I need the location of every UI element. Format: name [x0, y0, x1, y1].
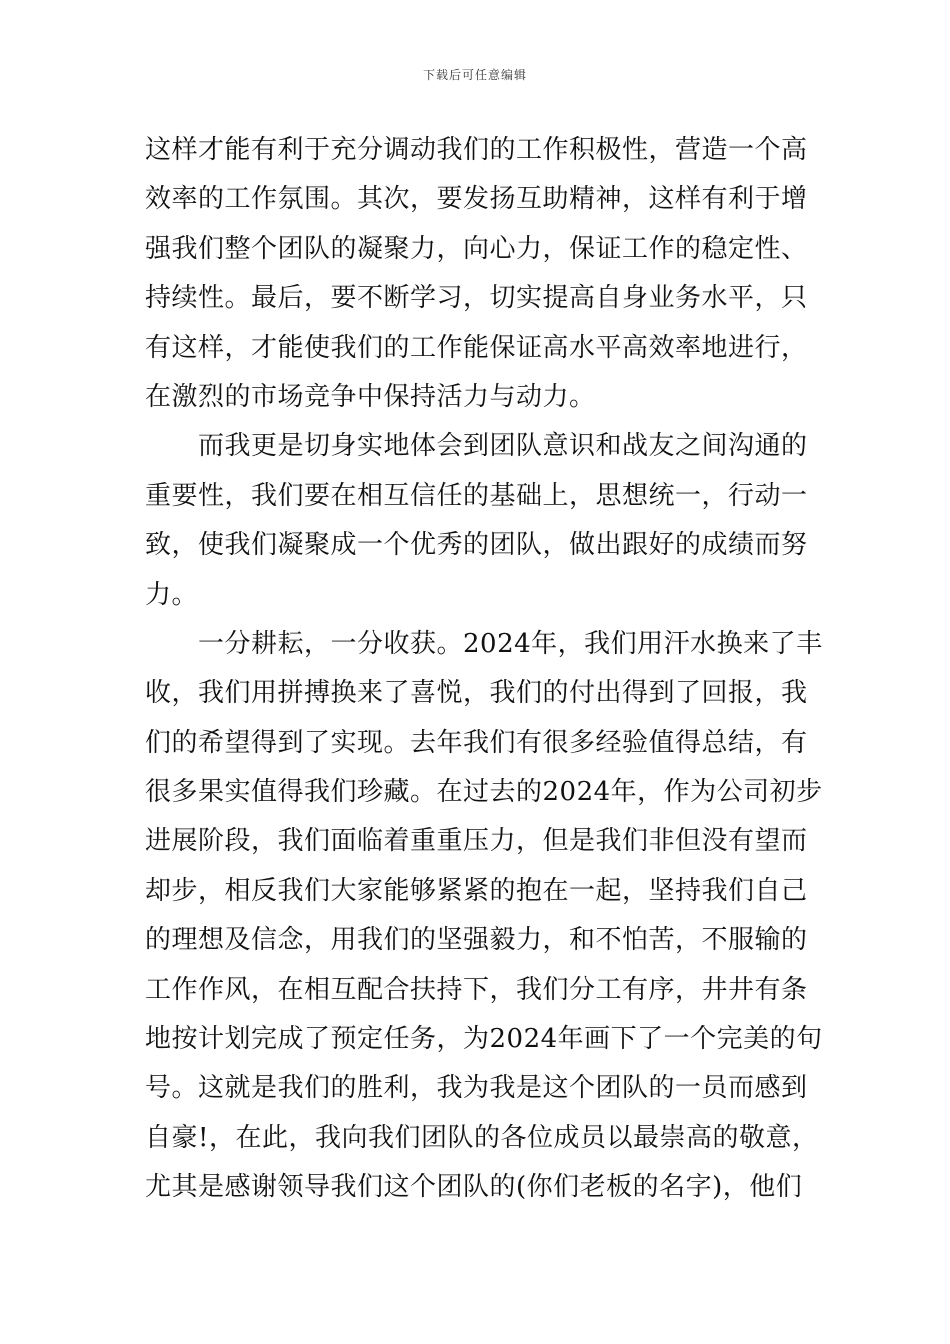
text-line: 很多果实值得我们珍藏。在过去的2024年，作为公司初步	[145, 777, 823, 808]
text-line: 却步，相反我们大家能够紧紧的抱在一起，坚持我们自己	[145, 875, 808, 906]
text-line: 工作作风，在相互配合扶持下，我们分工有序，井井有条	[145, 974, 808, 1005]
text-line: 而我更是切身实地体会到团队意识和战友之间沟通的	[145, 431, 808, 462]
text-line: 尤其是感谢领导我们这个团队的(你们老板的名字)，他们	[145, 1172, 803, 1203]
text-line: 自豪!，在此，我向我们团队的各位成员以最崇高的敬意，	[145, 1122, 819, 1153]
text-line: 的理想及信念，用我们的坚强毅力，和不怕苦，不服输的	[145, 925, 808, 956]
text-line: 一分耕耘，一分收获。2024年，我们用汗水换来了丰	[145, 628, 823, 659]
text-line: 收，我们用拼搏换来了喜悦，我们的付出得到了回报，我	[145, 678, 808, 709]
text-line: 重要性，我们要在相互信任的基础上，思想统一，行动一	[145, 480, 808, 511]
text-line: 这样才能有利于充分调动我们的工作积极性，营造一个高	[145, 135, 808, 165]
text-line: 致，使我们凝聚成一个优秀的团队，做出跟好的成绩而努	[145, 530, 808, 561]
text-line: 效率的工作氛围。其次，要发扬互助精神，这样有利于增	[145, 184, 808, 215]
text-line: 强我们整个团队的凝聚力，向心力，保证工作的稳定性、	[145, 233, 808, 264]
text-line: 地按计划完成了预定任务，为2024年画下了一个完美的句	[145, 1024, 823, 1055]
text-line: 们的希望得到了实现。去年我们有很多经验值得总结，有	[145, 727, 808, 758]
text-line: 持续性。最后，要不断学习，切实提高自身业务水平，只	[145, 283, 808, 314]
text-line: 进展阶段，我们面临着重重压力，但是我们非但没有望而	[145, 826, 808, 857]
document-body	[145, 126, 823, 1213]
text-line: 号。这就是我们的胜利，我为我是这个团队的一员而感到	[145, 1073, 808, 1104]
text-line: 有这样，才能使我们的工作能保证高水平高效率地进行，	[145, 332, 808, 363]
page-header: 下载后可任意编辑	[422, 68, 527, 82]
text-line: 在激烈的市场竞争中保持活力与动力。	[145, 381, 596, 412]
text-line: 力。	[145, 579, 199, 610]
